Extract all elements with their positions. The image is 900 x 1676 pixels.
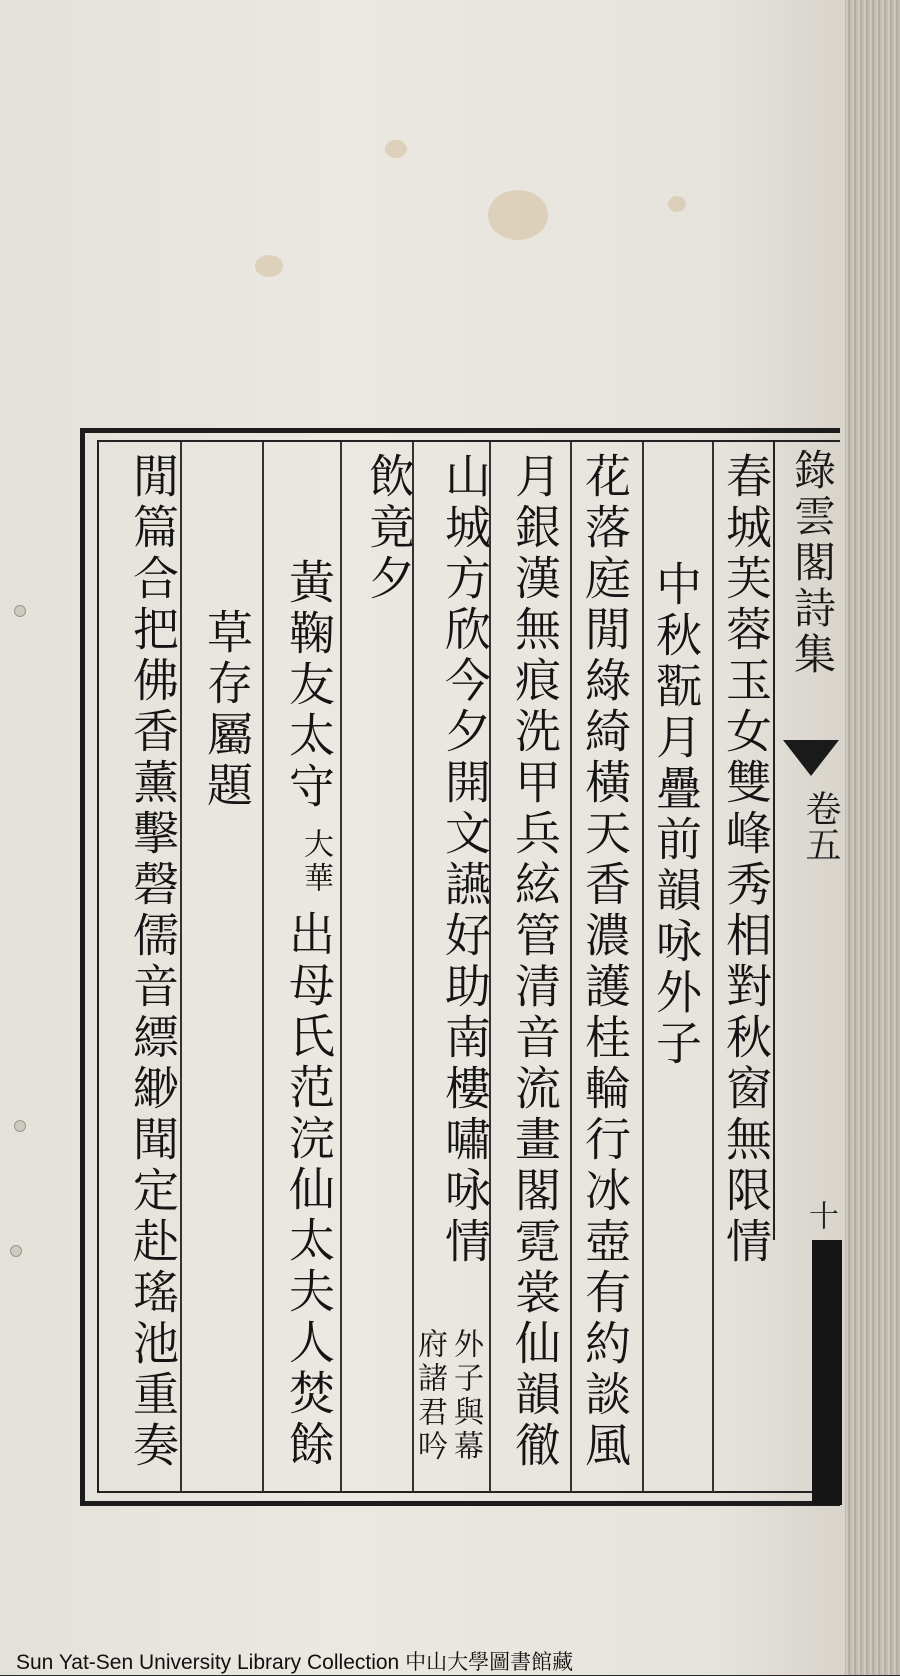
page-edges xyxy=(845,0,900,1675)
collection-caption: Sun Yat-Sen University Library Collection 中山大學圖書館藏 xyxy=(16,1651,574,1674)
text-column-3: 花落庭閒綠綺橫天香濃護桂輪行冰壺有約談風 xyxy=(578,452,632,1472)
binding-hole xyxy=(14,1120,26,1132)
book-title: 錄雲閣詩集 xyxy=(788,448,837,678)
text-column-9: 閒篇合把佛香薰擊磬儒音縹緲聞定赴瑤池重奏 xyxy=(126,452,180,1472)
foxing-stain xyxy=(488,190,548,240)
foxing-stain xyxy=(385,140,407,158)
text-column-7b: 出母氏范浣仙太夫人焚餘 xyxy=(282,910,336,1471)
text-column-5: 山城方欣今夕開文讌好助南樓嘯咏情 xyxy=(438,452,492,1268)
text-column-1: 春城芙蓉玉女雙峰秀相對秋窗無限情 xyxy=(719,452,773,1268)
column-rule xyxy=(712,442,714,1492)
text-column-7-note: 大華 xyxy=(298,828,333,896)
text-column-8: 草存屬題 xyxy=(200,608,254,812)
leaf-number: 十 xyxy=(803,1200,838,1230)
column-rule xyxy=(570,442,572,1492)
foxing-stain xyxy=(668,196,686,212)
column-rule xyxy=(340,442,342,1492)
text-column-2: 中秋翫月疊前韻咏外子 xyxy=(649,560,703,1070)
column-rule xyxy=(262,442,264,1492)
black-mouth-block xyxy=(812,1240,842,1505)
text-column-5-note-right: 外子與幕 xyxy=(448,1328,483,1464)
column-rule xyxy=(642,442,644,1492)
binding-hole xyxy=(14,605,26,617)
fishtail-mark xyxy=(783,740,839,776)
volume-number: 卷五 xyxy=(800,790,841,862)
text-column-7a: 黃鞠友太守 xyxy=(282,558,336,813)
text-column-6: 飲竟夕 xyxy=(362,452,416,605)
foxing-stain xyxy=(255,255,283,277)
text-column-5-note-left: 府諸君吟 xyxy=(412,1328,447,1464)
text-column-4: 月銀漢無痕洗甲兵絃管清音流畫閣霓裳仙韻徹 xyxy=(508,452,562,1472)
binding-hole xyxy=(10,1245,22,1257)
